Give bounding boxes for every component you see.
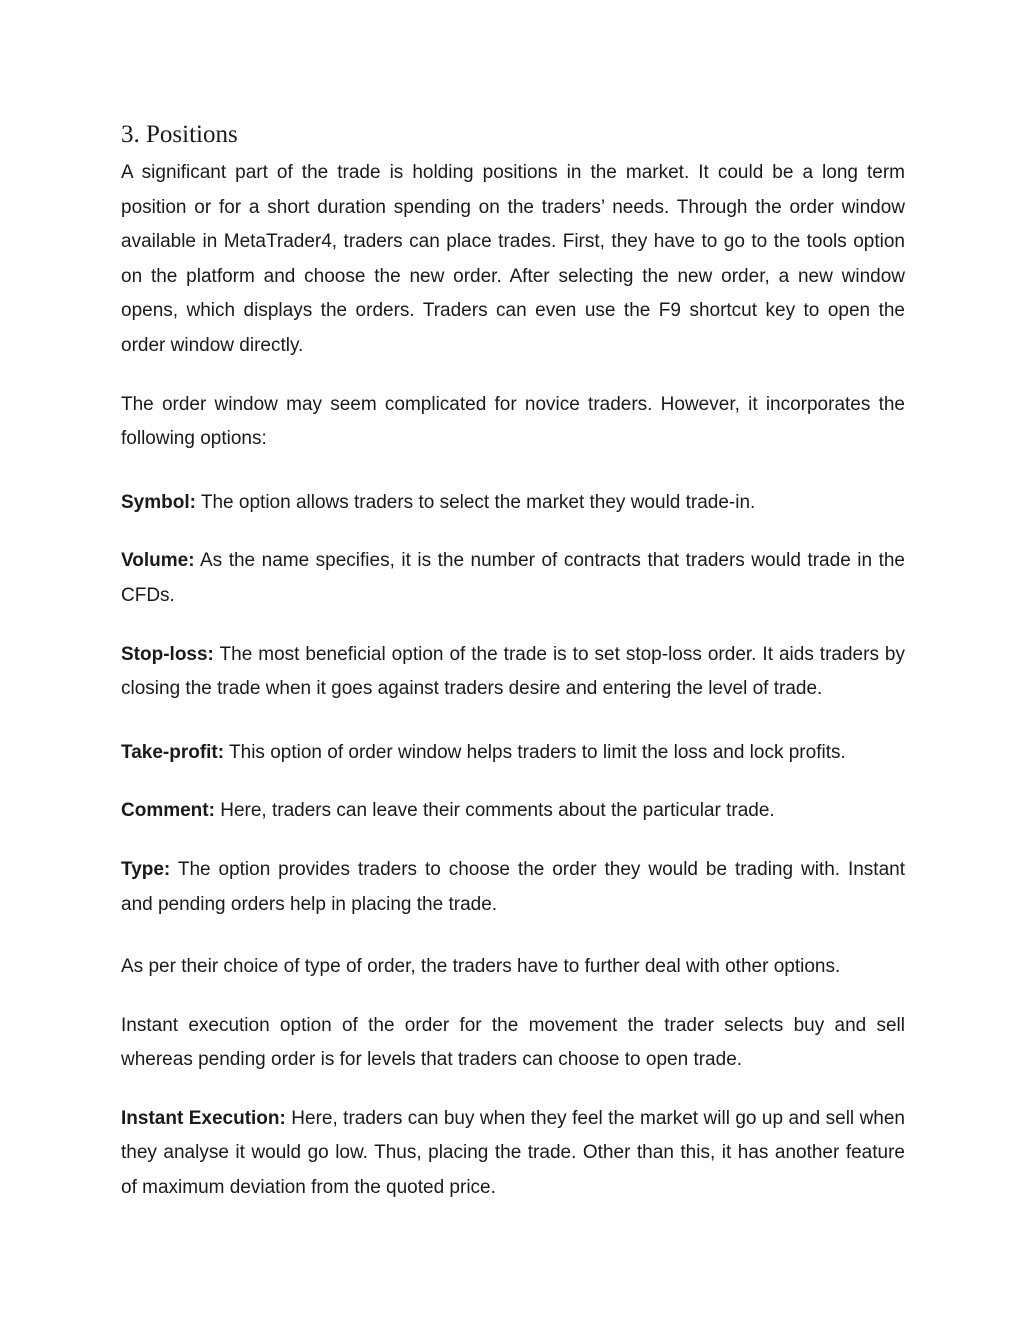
document-page xyxy=(121,118,905,1206)
option-term: Symbol: xyxy=(121,491,196,513)
option-description: The option allows traders to select the market they would trade-in. xyxy=(195,491,756,513)
option-description: As the name specifies, it is the number of contracts that traders would trade in the CFDs. xyxy=(121,550,905,606)
instant-execution-term: Instant Execution: xyxy=(121,1107,286,1129)
instant-vs-pending-paragraph: Instant execution option of the order for the movement the trader selects buy and sell whereas pending order is for levels that traders can choose to open trade. xyxy=(121,1014,905,1071)
option-description: Here, traders can leave their comments about the particular trade. xyxy=(214,800,775,822)
intro-paragraph: A significant part of the trade is holding positions in the market. It could be a long term position or for a short duration spending on the traders’ needs. Through the order window available in MetaTrader4, traders can place trades. First, they have to go to the tools option on the platform and choose the new order. After selecting the new order, a new window opens, which displays the orders. Traders can even use the F9 shortcut key to open the order window directly. xyxy=(121,162,905,356)
section-heading: 3. Positions xyxy=(121,121,238,148)
option-symbol xyxy=(121,486,905,521)
option-term: Take-profit: xyxy=(121,741,225,763)
options-intro-paragraph: The order window may seem complicated for novice traders. However, it incorporates the following options: xyxy=(121,393,905,450)
option-take-profit xyxy=(121,736,905,771)
option-description: The option provides traders to choose the order they would be trading with. Instant and pending orders help in placing the trade. xyxy=(121,858,905,915)
instant-execution-description: Here, traders can buy when they feel the market will go up and sell when they analyse it would go low. Thus, placing the trade. Other than this, it has another feature of maximum deviation from the quoted price. xyxy=(121,1107,905,1199)
option-volume xyxy=(121,544,905,613)
choice-paragraph: As per their choice of type of order, the traders have to further deal with other options. xyxy=(121,956,841,978)
option-term: Type: xyxy=(121,858,171,880)
option-term: Comment: xyxy=(121,800,215,822)
option-description: The most beneficial option of the trade is to set stop-loss order. It aids traders by closing the trade when it goes against traders desire and entering the level of trade. xyxy=(121,643,905,700)
option-description: This option of order window helps traders to limit the loss and lock profits. xyxy=(224,741,846,763)
option-term: Stop-loss: xyxy=(121,643,214,665)
option-term: Volume: xyxy=(121,550,195,572)
instant-execution-paragraph xyxy=(121,1102,905,1206)
option-type xyxy=(121,853,905,922)
option-comment xyxy=(121,794,905,829)
option-stop-loss xyxy=(121,638,905,707)
